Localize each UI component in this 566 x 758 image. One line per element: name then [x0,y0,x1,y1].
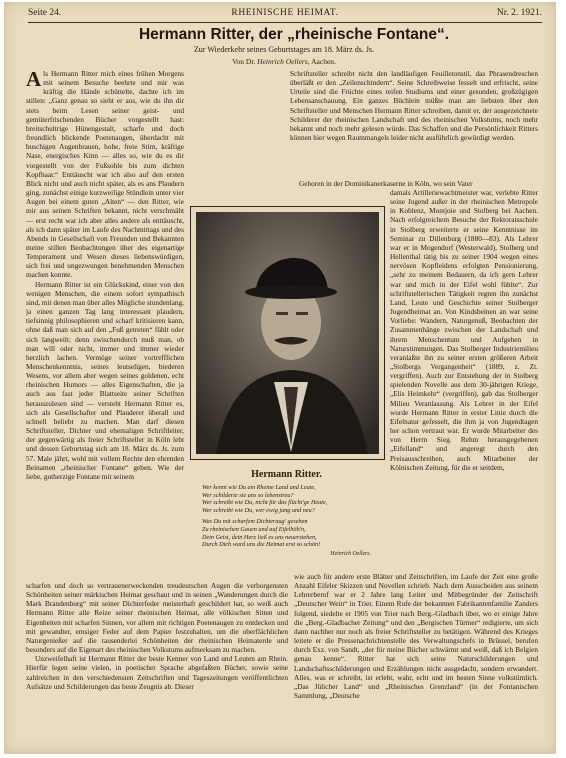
article-title: Hermann Ritter, der „rheinische Fontane“. [138,26,450,43]
portrait-photo [196,212,379,454]
byline-prefix: Von Dr. [232,57,256,66]
poem-stanza-1 [202,484,383,514]
author-portrait [190,206,385,460]
issue-number: Nr. 2. 1921. [496,8,542,18]
poem-line: Durch Dich ward uns die Heimat erst so schön! [202,541,321,549]
column-right-top [190,69,538,197]
newspaper-page [4,2,556,754]
poem-stanza-2 [202,518,383,548]
poem-line: Wer schilderte sie uns so lebenstreu? [202,491,294,499]
poem-line: Was Du mit scharfem Dichteraug' gesehen [202,518,308,526]
article-byline [24,57,544,66]
page-number: Seite 24. [28,8,62,18]
paragraph: Schriftsteller schreibt nicht den landläufigen Feuilletonstil, das Phrasendreschen überläßt er den „Zeilenschindern“. Seine Schreibweise fesselt und erfrischt, seine Urteile sind die Früchte eines reifen Studiums und einer gesunden, großzügigen Lebensanschauung. Ein ganzes Büchlein müßte man am liebsten über den Schriftsteller und Menschen Hermann Ritter schreiben, damit er, der ausgezeichnete Schilderer der rheinischen Landschaft und des rheinischen Volkstums, noch mehr bekannt und noch mehr gelesen würde. Das Schaffen und die Persönlichkeit Ritters können hier wegen Raummangels leider nicht ausführlich gewürdigt werden. [290,69,538,143]
column-left [26,69,184,581]
byline-author: Heinrich Oellers, [257,57,310,66]
column-bottom-left [26,581,288,749]
paragraph: Unzweifelhaft ist Hermann Ritter der beste Kenner von Land und Leuten am Rhein. Hierfür legen seine vielen, in poetischer Sprache abgefaßten Bücher, sowie seine zahlreichen in den verschiedensten Zeitschriften und Tageszeitungen veröffentlichten Aufsätze und Schilderungen das beste Zeugnis ab. Dieser [26,654,288,691]
paragraph: Hermann Ritter ist ein Glückskind, einer von den wenigen Menschen, die einem sofort sympathisch sind, mit denen man über alles Mögliche stundenlang, ja einen ganzen Tag lang interessant plaudern, tiefsinnig philosophieren und scharf kritisieren kann, ohne daß man sich auf den „Fuß getreten“ fühlt oder sich langweilt; denn zwischendurch muß man, ob man will oder nicht, immer und immer wieder herzlich lachen. Vermöge seiner vortrefflichen Menschenkenntnis, seines leutseligen, biederen Wesens, vor allem aber wegen seines goldenen, echt rheinischen Humors — alles Eigenschaften, die ja auch aus fast jeder Blattseite seiner Schriften herauszulesen sind — versteht Hermann Ritter es, sich als Gesellschafter und Plauderer überall und schnell beliebt zu machen. Man darf diesen Schriftsteller, Dichter und ehemaligen Schriftleiter, der gegenwärtig als freier Schriftsteller in Köln lebt und dessen Geburtstag sich am 18. März ds. Js. zum 57. Male jährt, wohl mit vollem Rechte den ehrenden Beinamen „rheinischer Fontane“ geben. Wie der liebe, gutherzige Fontane mit seinem [26,279,184,481]
poem-line: Wer schreibt wie Du, wer ewig jung und neu? [202,506,315,514]
poem-line: Zu rheinischen Gauen und auf Eifelhöh'n, [202,525,306,533]
column-bottom-right [294,572,538,749]
byline-place: Aachen. [311,57,336,66]
paragraph: scharfen und doch so vertrauenerweckenden treudeutschen Augen die verborgensten Schönheiten seiner märkischen Heimat geschaut und in seinen „Wanderungen durch die Mark Brandenburg“ mit seiner Dichterfeder meisterhaft geschildert hat, so weiß auch Hermann Ritter alle Reize seiner rheinischen Heimat, alle völkischen Sitten und Eigenheiten mit scharfen Sinnen, vor allem mit richtigen Poetenaugen zu entdecken und mit gewandter, emsiger Feder auf dem Papier festzuhalten, um die oberflächlichen Naturgenießer auf die tausenderlei Schönheiten der rheinischen Heimaterde und besonders auf die Eigenart des rheinischen Volkstums aufmerksam zu machen. [26,581,288,655]
portrait-name: Hermann Ritter. [251,469,322,480]
page-header [28,5,542,23]
poem-line: Wer kennt wie Du am Rheine Land und Leute, [202,484,316,491]
poem-attribution: Heinrich Oellers. [330,550,371,557]
paragraph: Als Hermann Ritter mich eines frühen Morgens mit seinem Besuche beehrte und mir was kräftig die Hände schüttelte, dachte ich im stillen: „Ganz genau so sieht er aus, wie du ihn dir stets beim Lesen seiner geist- und gemüterfrischenden Bücher vorgestellt hast: breitschultrige Hünengestalt, scharfe und doch freundlich blickende Poetenaugen, überdacht mit buschigen Augenbrauen, hohe, freie Stirn, kräftige Nase, energisches Kinn — alles so, wie du es dir vorgestellt von der Fußsohle bis zum dichten Kopfhaar.“ Enttäuscht war ich also auf den ersten Blick nicht und auch nicht später, als es ans Plaudern ging, zunächst einige kurzweilige Stündlein unter vier Augen bei einem guten „Alten“ — den Ritter, wie mir aus seinen Schriften bekannt, nicht verschmäht — erst recht war ich aber alles andere als enttäuscht, als ich dann später im Laufe des Nachmittags und des Abends in Gesellschaft von Freunden und Bekannten meine stillen Beobachtungen über des eigenartige Temperament und Wesen dieses liebenswürdigen, sich frei und ungezwungen benehmenden Menschen machen konnte. [26,69,184,280]
column-right-birth [290,179,538,189]
article-subtitle: Zur Wiederkehr seines Geburtstages am 18. März ds. Js. [193,45,375,54]
column-right-mid [390,188,538,568]
drop-cap: A [26,69,42,91]
paragraph: wie auch für andere erste Blätter und Zeitschriften, im Laufe der Zeit eine große Anzahl Eifeler Skizzen und Novellen schrieb. Nach dem Ausscheiden aus seinem Lehrerberuf war er 2 Jahre lang Leiter und Mitbegründer der Zeitschrift „Deutscher Wein“ in Trier. Einem Rufe der bekannten Fabrikantenfamilie Zanders folgend, siedelte er 1905 von Trier nach Berg.-Gladbach über, wo er einige Jahre die „Berg.-Gladbacher Zeitung“ und den „Bergischen Türmer“ redigierte, um sich dann nachher nur noch als freier Schriftsteller zu betätigen. Während des Krieges leitete er die Pressenachrichtenstelle des Verwaltungschefs in Brüssel, berufen durch Exz. von Sandt, „der für meine Bücher schwärmt und weiß, daß ich Belgien genau kenne“. Ritter hat sich seine Naturschilderungen und Landschaftsschilderungen und Erzählungen nicht ausgedacht, sondern erwandert. Alles, was er schreibt, ist erlebt, wahr, echt und im besten Sinne volkstümlich. „Das Jülicher Land“ und „Rheinisches Grenzland“ (in der Fontanischen Sammlung, „Deutsche [294,572,538,701]
poem-line: Dein Geist, dein Herz ließ es uns neuerstehen, [202,533,317,541]
journal-name: RHEINISCHE HEIMAT. [231,8,339,18]
paragraph: damals Artilleriewachtmeister war, verlebte Ritter seine Jugend außer in der rheinischen Metropole in Koblenz, Montjoie und Stolberg bei Aachen. Nach erfolgreichem Besuche der Rektoratsschule in Stolberg erweiterte er seine Kenntnisse im Seminar zu Dillenburg (1880—83). Als Lehrer war er in Mogendorf (Westerwald), Stolberg und Hellenthal tätig bis zu seiner 1904 wegen eines nervösen Kopfleidens erfolgten Pensionierung, „sehr zu meinem Bedauern, da ich gern Lehrer war und mich in der Eifel wohl fühlte“. Zur schriftstellerischen Tätigkeit regten ihn zunächst Land, Leute und Geschichte seiner Stolberger Jugendheimat an. Von Kindsbeinen an war seine Vorliebe: Wandern, Naturgenuß, Beobachten der Zusammenhänge zwischen der Landschaft und ihrem Menschentum und Aufgehen in Naturstimmungen. Das Stolberger Industriemilieu veranlaßte ihn zu seiner ersten größeren Arbeit „Stolbergs Vergangenheit“ (1889, z. Zt. vergriffen). Auch zur Entstehung der in Stolberg spielenden Novelle aus dem 30-jährigen Kriege, „Elis Heimkehr“ (vergriffen), gab das Stolberger Milieu Veranlassung. Als Lehrer in der Eifel wurde Hermann Ritter in erster Linie durch die Eifelnatur gefesselt, die ihm ja von Jugendtagen her schon vertraut war. Er wurde Mitarbeiter des von Herrn Sieg. Rehm herausgegebenen „Eifelland“ und angeregt durch den Preisausschreiben, auch Mitarbeiter der Kölnischen Zeitung, für die er seitdem, [390,188,538,472]
paragraph: Geboren in der Dominikanerkaserne in Köln, wo sein Vater [299,179,473,188]
poem-line: Wer schreibt wie Du, nicht für das flücht'ge Heute, [202,499,328,507]
